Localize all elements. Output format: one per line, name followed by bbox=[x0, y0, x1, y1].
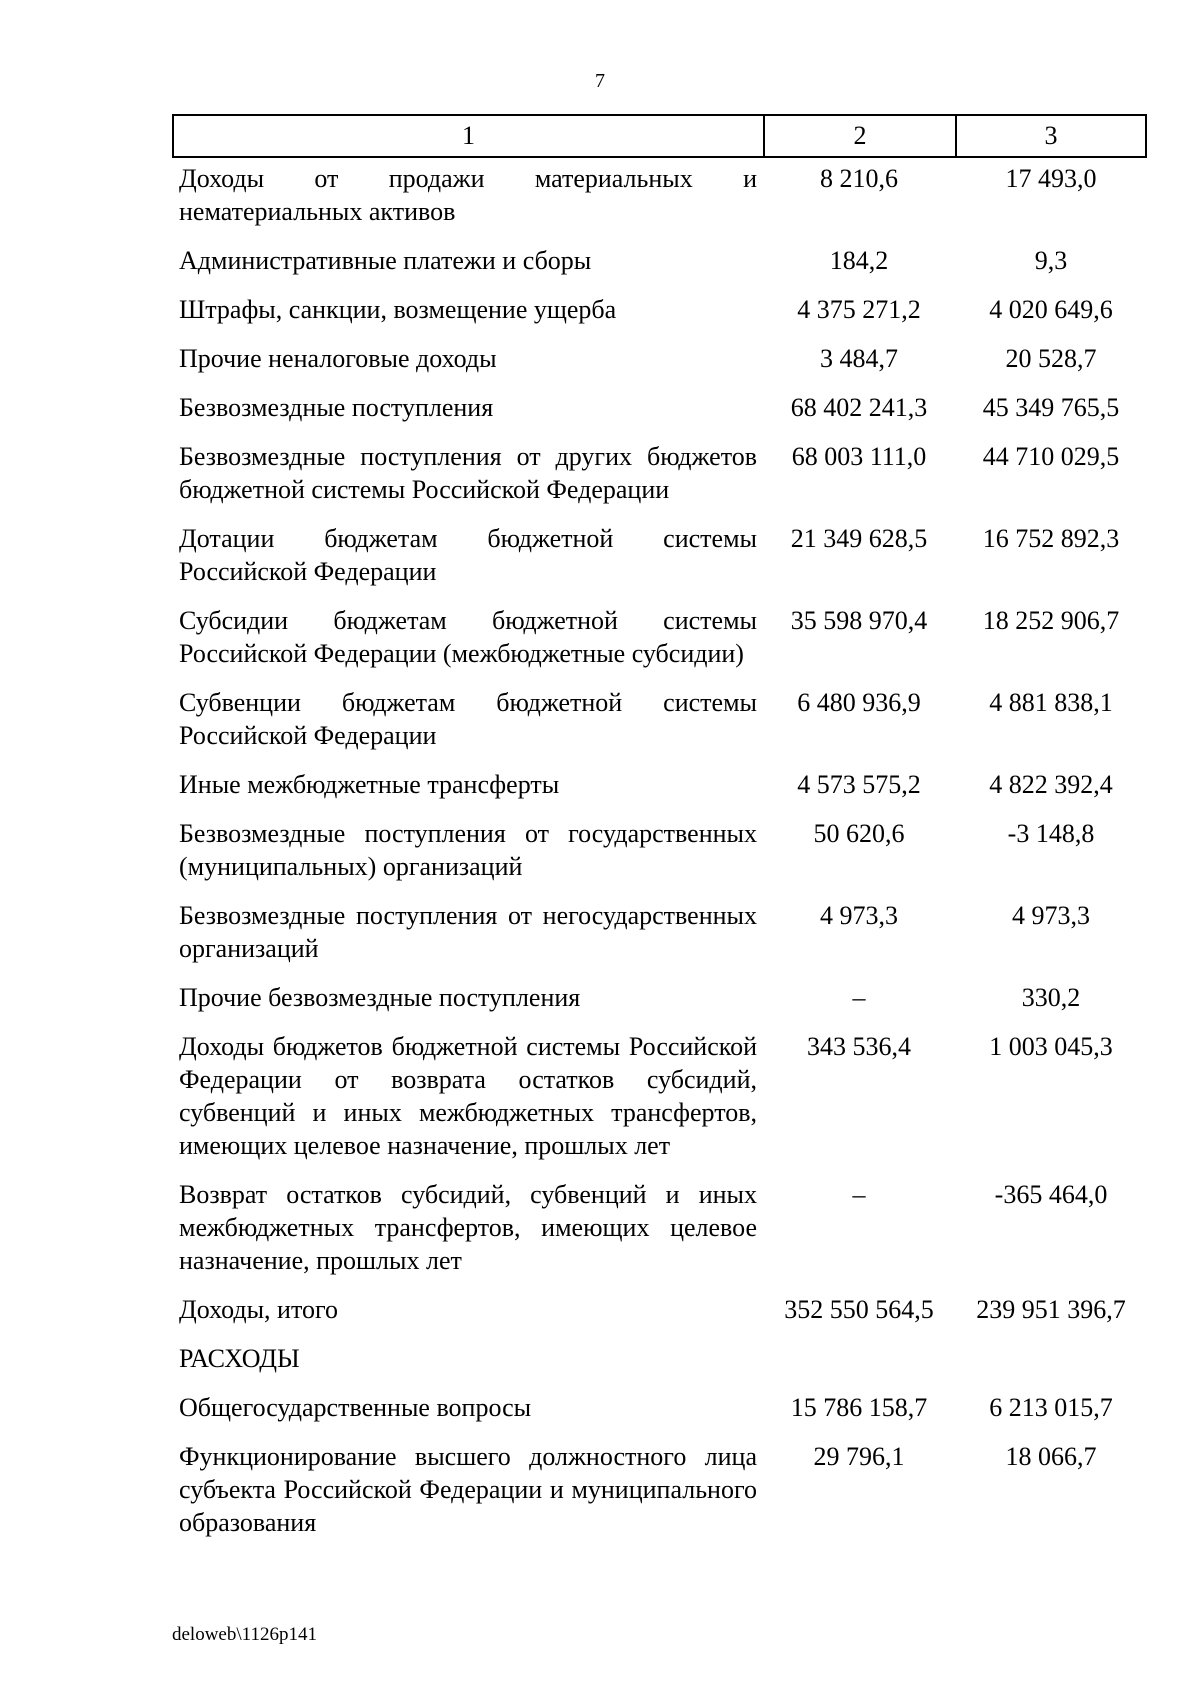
row-label: Возврат остатков субсидий, субвенций и иных межбюджетных трансфертов, имеющих целевое назначение, прошлых лет bbox=[179, 1180, 757, 1275]
row-value-col-2: 8 210,6 bbox=[820, 164, 898, 193]
document-footer-id: deloweb\1126p141 bbox=[172, 1624, 317, 1645]
row-value-col-2: 29 796,1 bbox=[813, 1442, 905, 1471]
row-value-col-2: – bbox=[852, 983, 866, 1012]
row-value-col-2: 21 349 628,5 bbox=[790, 524, 928, 553]
table-row bbox=[172, 436, 1147, 518]
table-row bbox=[172, 158, 1147, 240]
table-header-row bbox=[172, 114, 1147, 158]
row-value-col-2: 4 375 271,2 bbox=[797, 295, 921, 324]
row-value-col-2: 3 484,7 bbox=[820, 344, 898, 373]
row-value-col-3: -365 464,0 bbox=[994, 1180, 1108, 1209]
table-row bbox=[172, 1174, 1147, 1289]
row-label: Дотации бюджетам бюджетной системы Российской Федерации bbox=[179, 524, 757, 586]
row-value-col-2: 343 536,4 bbox=[807, 1032, 911, 1061]
table-row bbox=[172, 240, 1147, 289]
table-body bbox=[172, 158, 1147, 1551]
table-row bbox=[172, 518, 1147, 600]
row-value-col-3: 6 213 015,7 bbox=[989, 1393, 1113, 1422]
row-value-col-3: 4 020 649,6 bbox=[989, 295, 1113, 324]
row-label: Безвозмездные поступления bbox=[179, 393, 494, 422]
row-value-col-3: 4 881 838,1 bbox=[989, 688, 1113, 717]
row-value-col-2: 68 003 111,0 bbox=[791, 442, 927, 471]
row-value-col-3: 20 528,7 bbox=[1005, 344, 1097, 373]
row-label: Субсидии бюджетам бюджетной системы Российской Федерации (межбюджетные субсидии) bbox=[179, 606, 757, 668]
table-row bbox=[172, 977, 1147, 1026]
table-row bbox=[172, 1289, 1147, 1338]
row-label: Функционирование высшего должностного лица субъекта Российской Федерации и муниципального образования bbox=[179, 1442, 757, 1537]
row-value-col-3: 330,2 bbox=[1021, 983, 1081, 1012]
table-header-col-2: 2 bbox=[765, 116, 957, 156]
table-row bbox=[172, 1338, 1147, 1387]
row-value-col-2: – bbox=[852, 1180, 866, 1209]
row-value-col-3: 4 973,3 bbox=[1012, 901, 1090, 930]
row-value-col-2: 4 973,3 bbox=[820, 901, 898, 930]
row-label: Прочие безвозмездные поступления bbox=[179, 983, 581, 1012]
row-label: Безвозмездные поступления от государственных (муниципальных) организаций bbox=[179, 819, 757, 881]
table-header-col-3: 3 bbox=[1044, 121, 1058, 150]
row-value-col-3: 45 349 765,5 bbox=[982, 393, 1120, 422]
row-value-col-2: 50 620,6 bbox=[813, 819, 905, 848]
row-value-col-2: 352 550 564,5 bbox=[784, 1295, 934, 1324]
row-value-col-3: 239 951 396,7 bbox=[976, 1295, 1126, 1324]
table-row bbox=[172, 813, 1147, 895]
table-row bbox=[172, 338, 1147, 387]
row-value-col-2: 4 573 575,2 bbox=[797, 770, 921, 799]
row-value-col-2: 35 598 970,4 bbox=[790, 606, 928, 635]
row-label: Субвенции бюджетам бюджетной системы Российской Федерации bbox=[179, 688, 757, 750]
table-row bbox=[172, 289, 1147, 338]
row-label: Штрафы, санкции, возмещение ущерба bbox=[179, 295, 617, 324]
row-label: РАСХОДЫ bbox=[179, 1344, 300, 1373]
row-label: Безвозмездные поступления от негосударственных организаций bbox=[179, 901, 757, 963]
row-label: Доходы, итого bbox=[179, 1295, 338, 1324]
row-value-col-3: 18 252 906,7 bbox=[982, 606, 1120, 635]
row-value-col-2: 15 786 158,7 bbox=[790, 1393, 928, 1422]
row-value-col-2: 184,2 bbox=[829, 246, 889, 275]
row-value-col-3: 16 752 892,3 bbox=[982, 524, 1120, 553]
row-label: Административные платежи и сборы bbox=[179, 246, 592, 275]
row-value-col-3: -3 148,8 bbox=[1007, 819, 1095, 848]
row-label: Прочие неналоговые доходы bbox=[179, 344, 497, 373]
table-row bbox=[172, 895, 1147, 977]
table-row bbox=[172, 600, 1147, 682]
row-value-col-2: 68 402 241,3 bbox=[790, 393, 928, 422]
table-row bbox=[172, 682, 1147, 764]
row-label: Доходы бюджетов бюджетной системы Российской Федерации от возврата остатков субсидий, субвенций и иных межбюджетных трансфертов, имеющих целевое назначение, прошлых лет bbox=[179, 1032, 757, 1160]
row-label: Общегосударственные вопросы bbox=[179, 1393, 532, 1422]
row-value-col-3: 9,3 bbox=[1034, 246, 1068, 275]
table-row bbox=[172, 1387, 1147, 1436]
row-value-col-3: 18 066,7 bbox=[1005, 1442, 1097, 1471]
row-value-col-3: 44 710 029,5 bbox=[982, 442, 1120, 471]
table-row bbox=[172, 1026, 1147, 1174]
table-header-col-1: 1 bbox=[174, 116, 765, 156]
table-row bbox=[172, 387, 1147, 436]
row-value-col-2: 6 480 936,9 bbox=[797, 688, 921, 717]
row-label: Доходы от продажи материальных и нематериальных активов bbox=[179, 164, 757, 226]
row-label: Безвозмездные поступления от других бюджетов бюджетной системы Российской Федерации bbox=[179, 442, 757, 504]
row-value-col-3: 4 822 392,4 bbox=[989, 770, 1113, 799]
page-number: 7 bbox=[595, 70, 605, 92]
row-value-col-3: 17 493,0 bbox=[1005, 164, 1097, 193]
row-value-col-2 bbox=[763, 1342, 955, 1375]
table-row bbox=[172, 764, 1147, 813]
row-label: Иные межбюджетные трансферты bbox=[179, 770, 560, 799]
row-value-col-3: 1 003 045,3 bbox=[989, 1032, 1113, 1061]
table-row bbox=[172, 1436, 1147, 1551]
row-value-col-3 bbox=[955, 1342, 1147, 1375]
